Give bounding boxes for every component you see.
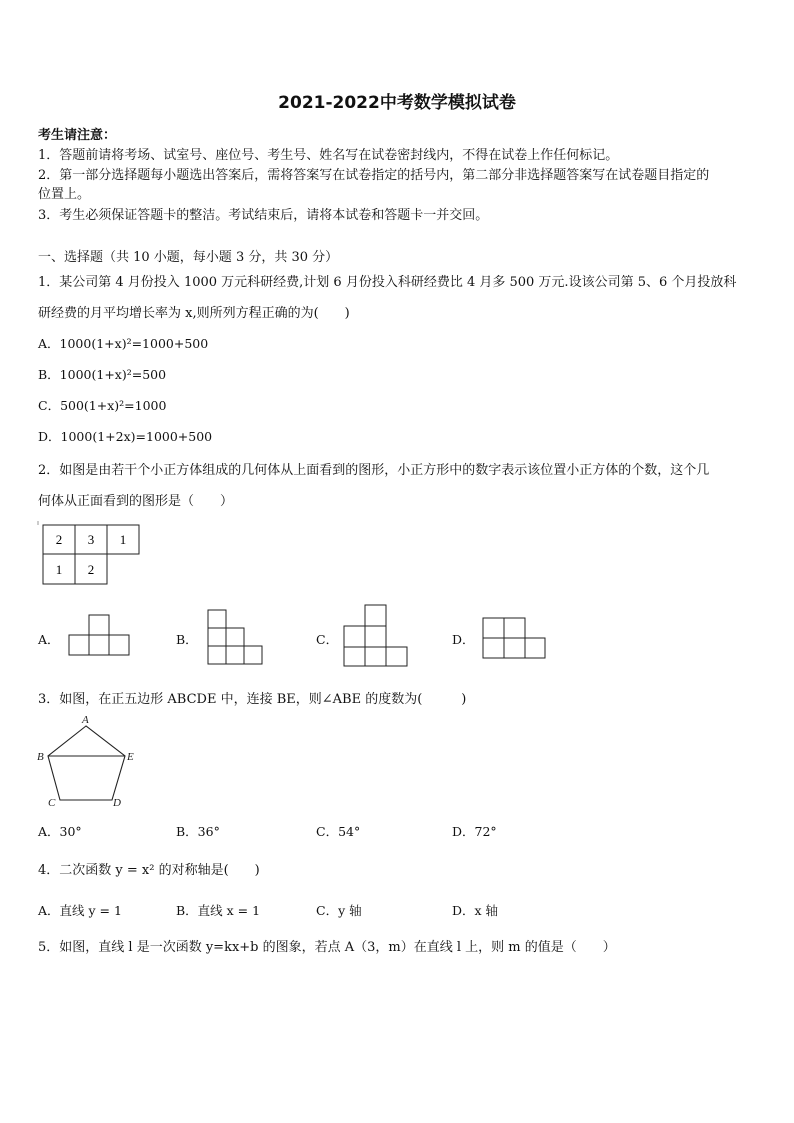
q4-option-b: B．直线 x = 1 — [176, 903, 261, 918]
q1-text-line2: 研经费的月平均增长率为 x,则所列方程正确的为( ) — [38, 306, 350, 321]
grid-cell-r1c1: 2 — [55, 532, 63, 547]
q1-option-d: D．1000(1+2x)=1000+500 — [38, 429, 213, 444]
page-title: 2021-2022中考数学模拟试卷 — [278, 93, 516, 113]
grid-cell-r1c3: 1 — [119, 532, 127, 547]
q2-option-a-label: A． — [38, 632, 60, 647]
q2-option-b-figure — [207, 609, 267, 667]
q3-text: 3．如图，在正五边形 ABCDE 中，连接 BE，则∠ABE 的度数为( ) — [38, 692, 467, 707]
q2-text-line2: 何体从正面看到的图形是（ ） — [38, 494, 234, 509]
notice-line-4: 3．考生必须保证答题卡的整洁。考试结束后，请将本试卷和答题卡一并交回。 — [38, 208, 489, 223]
q1-option-b: B．1000(1+x)²=500 — [38, 367, 167, 382]
q3-pentagon-figure — [36, 714, 142, 810]
notice-line-3: 位置上。 — [38, 187, 91, 202]
grid-cell-r2c2: 2 — [87, 562, 95, 577]
q3-option-a: A．30° — [38, 824, 82, 839]
notice-heading: 考生请注意： — [38, 128, 117, 143]
q2-option-a-figure — [68, 614, 132, 658]
q2-top-view-grid — [38, 521, 148, 587]
grid-cell-r1c2: 3 — [87, 532, 95, 547]
notice-line-2: 2．第一部分选择题每小题选出答案后，需将答案写在试卷指定的括号内，第二部分非选择题答案写在试卷题目指定的 — [38, 168, 710, 183]
notice-line-1: 1．答题前请将考场、试室号、座位号、考生号、姓名写在试卷密封线内，不得在试卷上作任何标记。 — [38, 148, 619, 163]
q2-option-c-figure — [343, 604, 409, 668]
q3-option-c: C．54° — [316, 824, 361, 839]
vertex-label-b: B — [37, 751, 44, 763]
q2-option-d-label: D． — [452, 632, 475, 647]
q4-option-d: D．x 轴 — [452, 903, 499, 918]
q2-option-c-label: C． — [316, 632, 339, 647]
q5-text: 5．如图，直线 l 是一次函数 y=kx+b 的图象，若点 A（3，m）在直线 l 上，则 m 的值是（ ） — [38, 940, 616, 955]
q4-option-a: A．直线 y = 1 — [38, 903, 122, 918]
grid-cell-r2c1: 1 — [55, 562, 63, 577]
vertex-label-e: E — [127, 751, 134, 763]
section-heading: 一、选择题（共 10 小题，每小题 3 分，共 30 分） — [38, 250, 339, 265]
q4-text: 4．二次函数 y = x² 的对称轴是( ) — [38, 863, 260, 878]
vertex-label-d: D — [113, 797, 121, 809]
vertex-label-a: A — [82, 714, 89, 726]
q3-option-d: D．72° — [452, 824, 497, 839]
q1-text-line1: 1．某公司第 4 月份投入 1000 万元科研经费,计划 6 月份投入科研经费比 4 月多 500 万元.设该公司第 5、6 个月投放科 — [38, 275, 737, 290]
q2-option-d-figure — [482, 617, 548, 661]
vertex-label-c: C — [48, 797, 56, 809]
q1-option-a: A．1000(1+x)²=1000+500 — [38, 336, 209, 351]
q4-option-c: C．y 轴 — [316, 903, 362, 918]
q1-option-c: C．500(1+x)²=1000 — [38, 398, 167, 413]
q2-text-line1: 2．如图是由若干个小正方体组成的几何体从上面看到的图形，小正方形中的数字表示该位置小正方体的个数，这个几 — [38, 463, 710, 478]
q2-option-b-label: B． — [176, 632, 198, 647]
q3-option-b: B．36° — [176, 824, 220, 839]
